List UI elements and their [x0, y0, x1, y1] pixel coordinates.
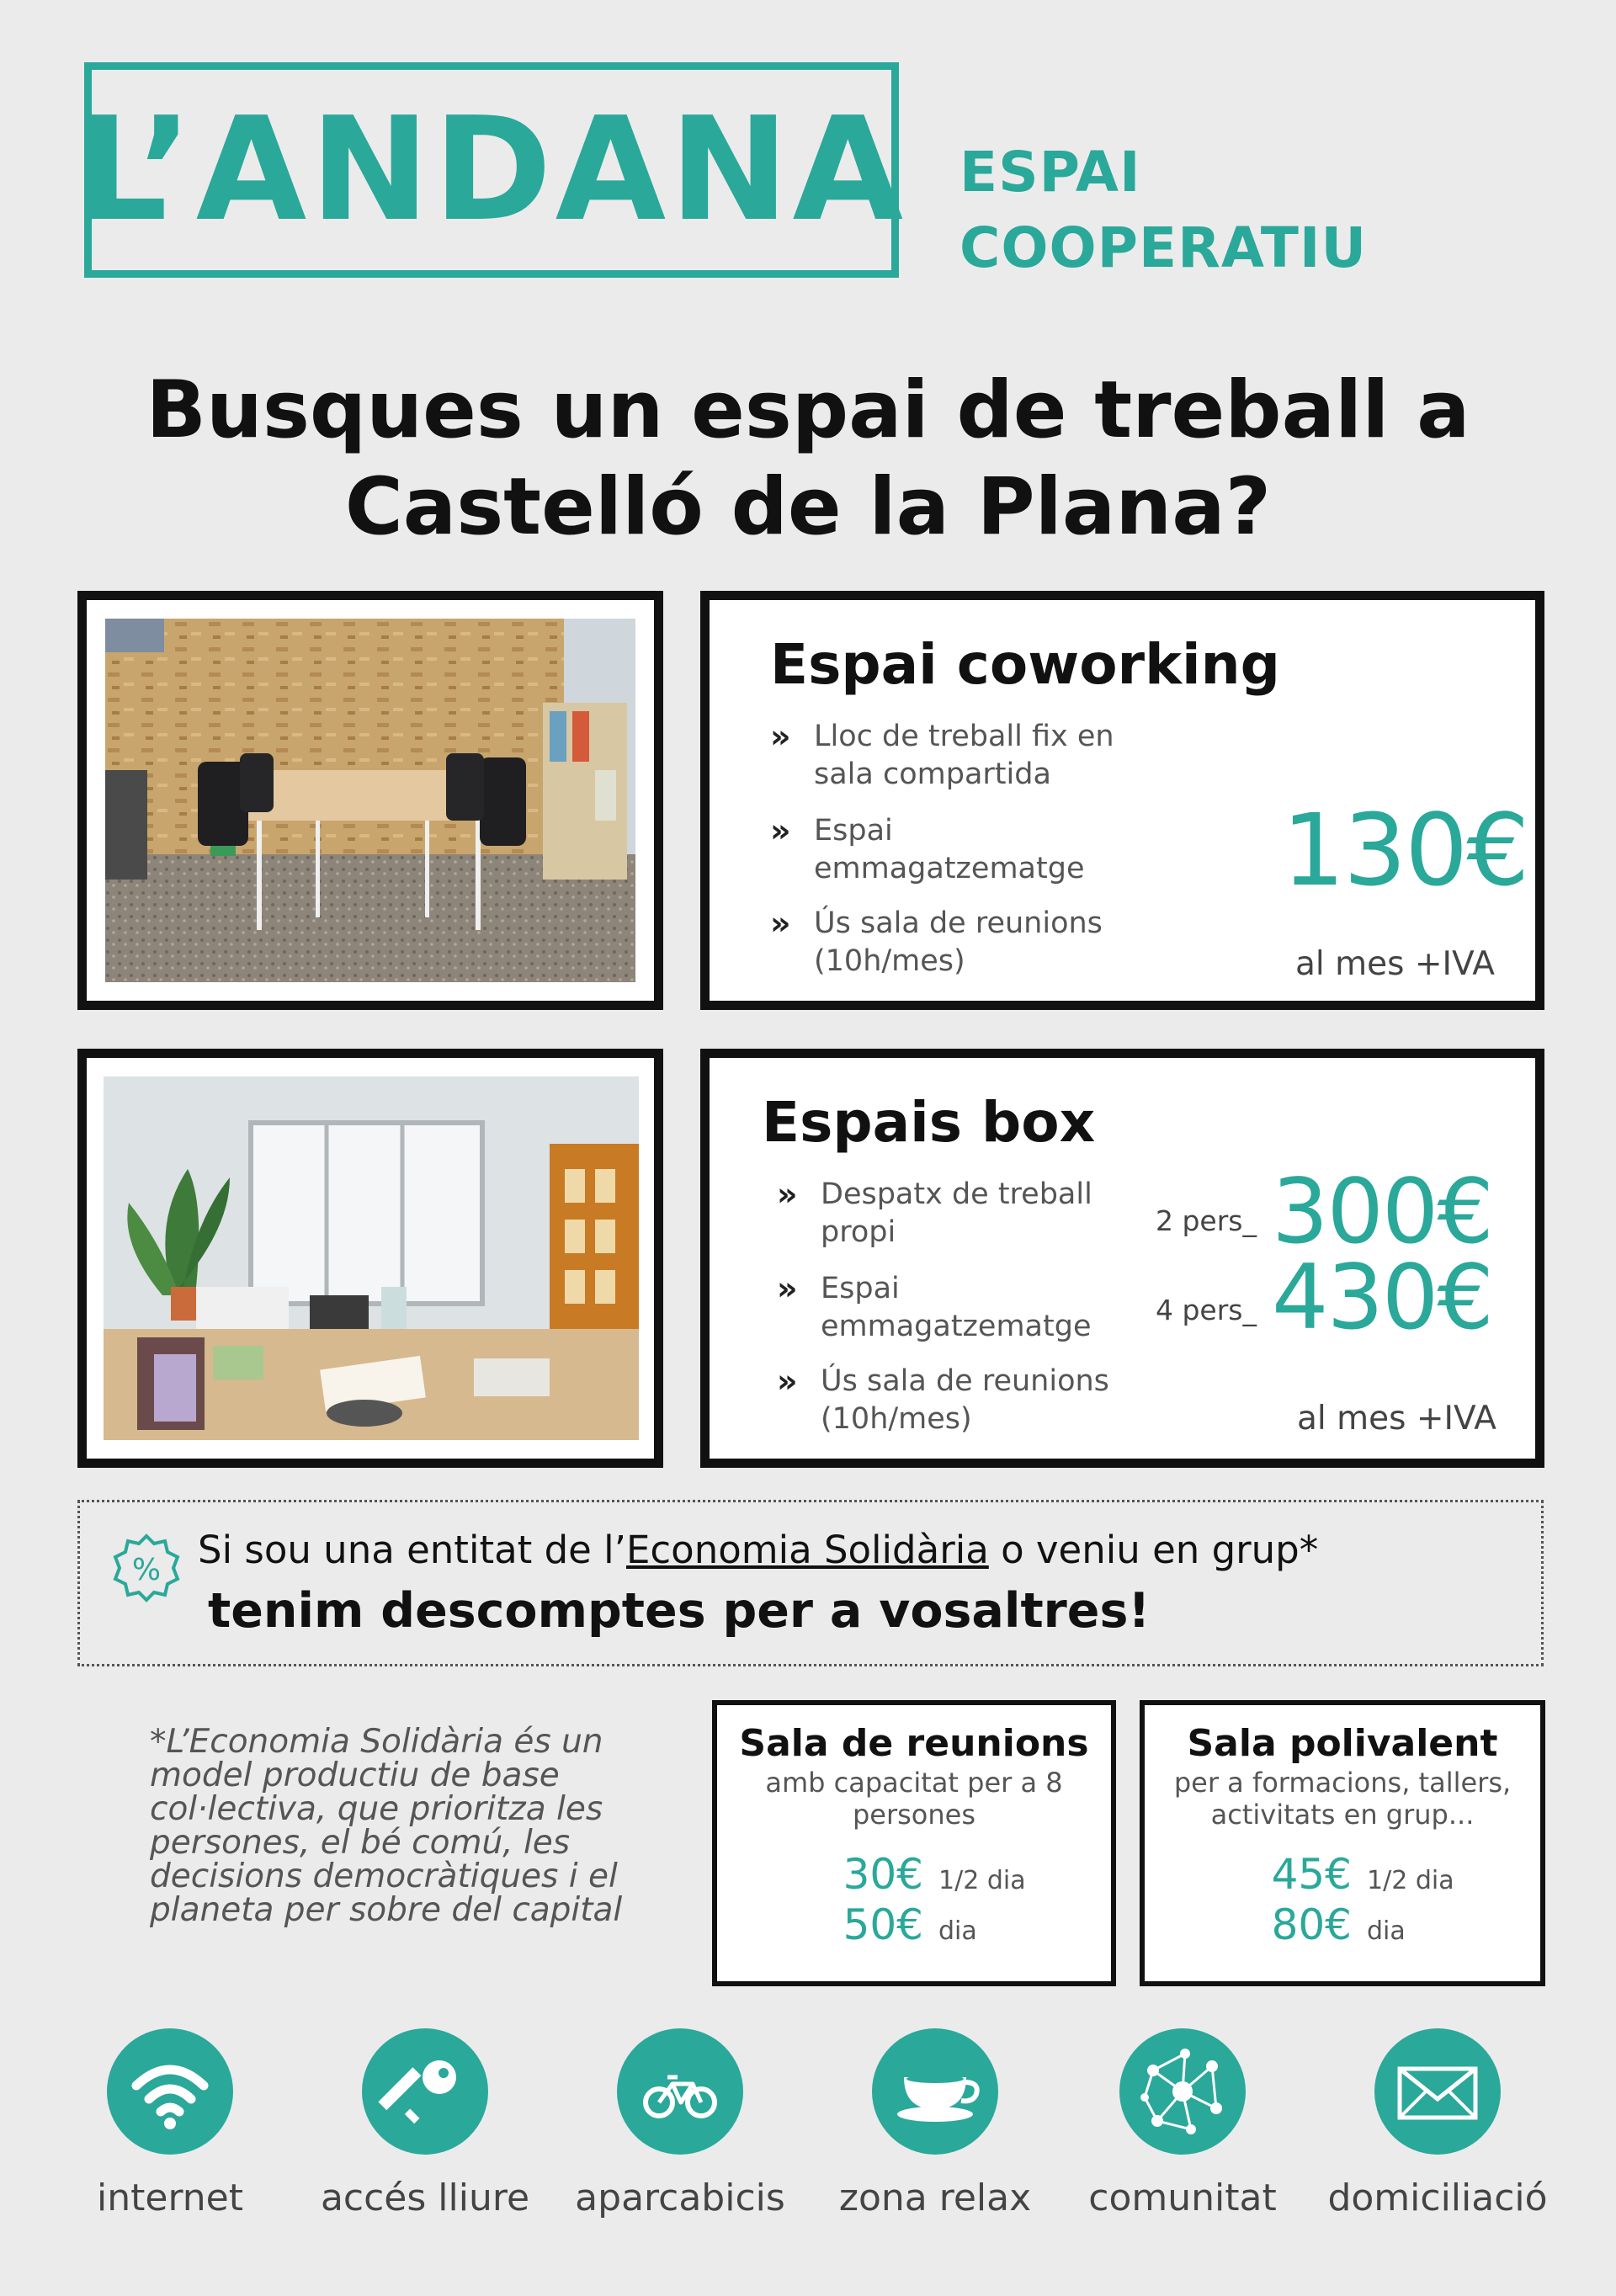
tagline-line1: ESPAI: [960, 140, 1141, 205]
meeting-room-sub1: amb capacitat per a 8: [765, 1767, 1063, 1799]
box-card: [700, 1049, 1544, 1468]
coworking-feature-3: » Ús sala de reunions (10h/mes): [770, 905, 1103, 978]
discount-line1: Si sou una entitat de l’Economia Solidària o veniu en grup*: [198, 1528, 1319, 1572]
amenity-relax-zone: [813, 2028, 1057, 2219]
chevron-right-icon: »: [770, 905, 791, 942]
amenity-label: zona relax: [838, 2176, 1032, 2219]
chevron-right-icon: »: [777, 1363, 798, 1400]
chevron-right-icon: »: [777, 1270, 798, 1307]
multipurpose-room-sub2: activitats en grup...: [1210, 1799, 1475, 1831]
coworking-price: 130€: [1282, 792, 1528, 908]
bicycle-icon: [617, 2028, 743, 2155]
logo: [76, 62, 907, 278]
meeting-room-half-day: 30€ 1/2 dia: [843, 1850, 1026, 1899]
amenity-label: accés lliure: [320, 2176, 530, 2219]
meeting-room-day: 50€ dia: [843, 1900, 977, 1949]
box-price2: 430€: [1272, 1246, 1492, 1349]
key-icon: [362, 2028, 488, 2155]
box-price1-label: 2 pers_: [1156, 1204, 1257, 1237]
economia-solidaria-note: *L’Economia Solidària és un model productiu de base col·lectiva, que prioritza les persones, el bé comú, les decisions democràtiques i el planeta per sobre del capital: [150, 1723, 623, 1929]
box-feature-3: » Ús sala de reunions (10h/mes): [777, 1363, 1109, 1436]
box-feature-2: » Espai emmagatzematge: [777, 1270, 1092, 1343]
percent-badge-icon: [110, 1533, 183, 1608]
amenity-free-access: [303, 2028, 547, 2219]
multipurpose-room-half-day: 45€ 1/2 dia: [1271, 1850, 1454, 1899]
amenity-bike-parking: [558, 2028, 802, 2219]
tagline: [960, 135, 1367, 286]
amenity-domiciliation: [1316, 2028, 1560, 2219]
box-price2-label: 4 pers_: [1156, 1294, 1257, 1326]
page-title: [0, 362, 1616, 555]
amenity-label: aparcabicis: [575, 2176, 785, 2219]
box-photo: [104, 1076, 639, 1440]
multipurpose-room-day: 80€ dia: [1271, 1900, 1406, 1949]
page-title-line2: Castelló de la Plana?: [344, 461, 1272, 553]
tagline-line2: COOPERATIU: [960, 215, 1368, 280]
logo-text: L’ANDANA: [76, 87, 907, 253]
coffee-cup-icon: [872, 2028, 998, 2155]
multipurpose-room-sub1: per a formacions, tallers,: [1173, 1767, 1512, 1799]
coworking-photo-frame: [77, 591, 663, 1010]
svg-text:%: %: [131, 1553, 162, 1587]
amenity-label: domiciliació: [1327, 2176, 1548, 2219]
coworking-feature-1: » Lloc de treball fix en sala compartida: [770, 718, 1114, 791]
amenity-label: comunitat: [1088, 2176, 1277, 2219]
box-period: al mes +IVA: [1297, 1400, 1496, 1438]
wifi-icon: [107, 2028, 233, 2155]
amenity-label: internet: [97, 2176, 243, 2219]
amenity-internet: [48, 2028, 292, 2219]
meeting-room-card: [712, 1700, 1116, 1986]
amenity-community: [1060, 2028, 1305, 2219]
chevron-right-icon: »: [770, 812, 791, 849]
box-price1: 300€: [1272, 1160, 1492, 1263]
network-icon: [1119, 2028, 1246, 2155]
meeting-room-title: Sala de reunions: [739, 1722, 1089, 1765]
discount-line2: tenim descomptes per a vosaltres!: [208, 1583, 1151, 1639]
box-photo-frame: [77, 1049, 663, 1468]
envelope-icon: [1374, 2028, 1501, 2155]
meeting-room-sub2: persones: [852, 1799, 976, 1831]
box-feature-1: » Despatx de treball propi: [777, 1176, 1092, 1249]
chevron-right-icon: »: [770, 718, 791, 755]
economia-solidaria-link[interactable]: Economia Solidària: [625, 1528, 989, 1572]
box-title: Espais box: [762, 1090, 1096, 1155]
coworking-photo: [105, 619, 635, 982]
chevron-right-icon: »: [777, 1176, 798, 1213]
coworking-feature-2: » Espai emmagatzematge: [770, 812, 1085, 885]
page-title-line1: Busques un espai de treball a: [146, 364, 1470, 456]
coworking-card: [700, 591, 1544, 1010]
multipurpose-room-title: Sala polivalent: [1187, 1722, 1498, 1765]
coworking-period: al mes +IVA: [1295, 945, 1495, 983]
discount-banner: [77, 1500, 1544, 1666]
coworking-title: Espai coworking: [770, 632, 1280, 697]
multipurpose-room-card: [1140, 1700, 1545, 1986]
